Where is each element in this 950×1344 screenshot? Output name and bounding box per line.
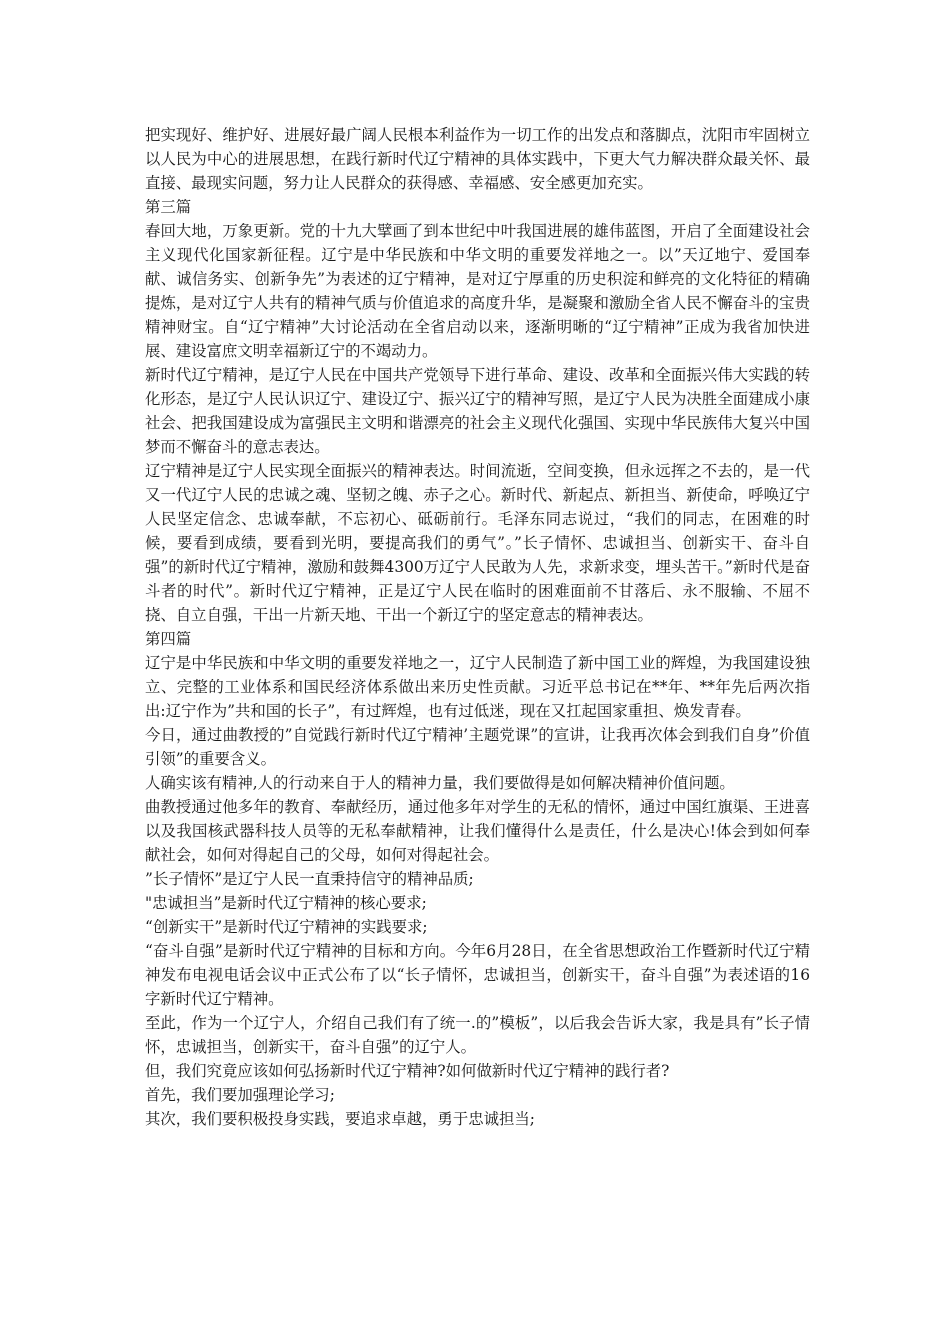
paragraph: 把实现好、维护好、进展好最广阔人民根本利益作为一切工作的出发点和落脚点，沈阳市牢固树立以人民为中心的进展思想，在践行新时代辽宁精神的具体实践中，下更大气力解决群众最关怀、最直接、最现实问题，努力让人民群众的获得感、幸福感、安全感更加充实。	[145, 126, 810, 192]
paragraph: 今日，通过曲教授的”自觉践行新时代辽宁精神’主题党课”的宣讲，让我再次体会到我们自身”价值引领”的重要含义。	[145, 726, 810, 768]
paragraph: "忠诚担当”是新时代辽宁精神的核心要求;	[145, 894, 427, 912]
paragraph: 其次，我们要积极投身实践，要追求卓越，勇于忠诚担当;	[145, 1110, 535, 1128]
paragraph: 但，我们究竟应该如何弘扬新时代辽宁精神?如何做新时代辽宁精神的践行者?	[145, 1062, 670, 1080]
paragraph: “奋斗自强”是新时代辽宁精神的目标和方向。今年6月28日，在全省思想政治工作暨新时代辽宁精神发布电视电话会议中正式公布了以“长子情怀，忠诚担当，创新实干，奋斗自强”为表述语的16字新时代辽宁精神。	[145, 942, 810, 1008]
paragraph: 辽宁是中华民族和中华文明的重要发祥地之一，辽宁人民制造了新中国工业的辉煌，为我国建设独立、完整的工业体系和国民经济体系做出来历史性贡献。习近平总书记在**年、**年先后两次指出:辽宁作为”共和国的长子”，有过辉煌，也有过低迷，现在又扛起国家重担、焕发青春。	[145, 654, 810, 720]
paragraph: “创新实干”是新时代辽宁精神的实践要求;	[145, 918, 428, 936]
paragraph: 曲教授通过他多年的教育、奉献经历，通过他多年对学生的无私的情怀，通过中国红旗渠、王进喜以及我国核武器科技人员等的无私奉献精神，让我们懂得什么是责任，什么是决心!体会到如何奉献社会，如何对得起自己的父母，如何对得起社会。	[145, 798, 810, 864]
section-heading: 第四篇	[145, 630, 192, 648]
paragraph: ”长子情怀”是辽宁人民一直秉持信守的精神品质;	[145, 870, 474, 888]
paragraph: 首先，我们要加强理论学习;	[145, 1086, 335, 1104]
document-body	[145, 123, 810, 1131]
paragraph: 辽宁精神是辽宁人民实现全面振兴的精神表达。时间流逝，空间变换，但永远挥之不去的，是一代又一代辽宁人民的忠诚之魂、坚韧之魄、赤子之心。新时代、新起点、新担当、新使命，呼唤辽宁人民坚定信念、忠诚奉献，不忘初心、砥砺前行。毛泽东同志说过，“我们的同志，在困难的时候，要看到成绩，要看到光明，要提高我们的勇气”。”长子情怀、忠诚担当、创新实干、奋斗自强”的新时代辽宁精神，激励和鼓舞4300万辽宁人民敢为人先，求新求变，埋头苦干。”新时代是奋斗者的时代”。新时代辽宁精神，正是辽宁人民在临时的困难面前不甘落后、永不服输、不屈不挠、自立自强，干出一片新天地、干出一个新辽宁的坚定意志的精神表达。	[145, 462, 810, 624]
section-heading: 第三篇	[145, 198, 192, 216]
paragraph: 至此，作为一个辽宁人，介绍自己我们有了统一.的”模板”，以后我会告诉大家，我是具有”长子情怀，忠诚担当，创新实干，奋斗自强”的辽宁人。	[145, 1014, 810, 1056]
paragraph: 春回大地，万象更新。党的十九大擘画了到本世纪中叶我国进展的雄伟蓝图，开启了全面建设社会主义现代化国家新征程。辽宁是中华民族和中华文明的重要发祥地之一。以”天辽地宁、爱国奉献、诚信务实、创新争先”为表述的辽宁精神，是对辽宁厚重的历史积淀和鲜亮的文化特征的精确提炼，是对辽宁人共有的精神气质与价值追求的高度升华，是凝聚和激励全省人民不懈奋斗的宝贵精神财宝。自“辽宁精神”大讨论活动在全省启动以来，逐渐明晰的“辽宁精神”正成为我省加快进展、建设富庶文明幸福新辽宁的不竭动力。	[145, 222, 810, 360]
paragraph: 新时代辽宁精神，是辽宁人民在中国共产党领导下进行革命、建设、改革和全面振兴伟大实践的转化形态，是辽宁人民认识辽宁、建设辽宁、振兴辽宁的精神写照，是辽宁人民为决胜全面建成小康社会、把我国建设成为富强民主文明和谐漂亮的社会主义现代化强国、实现中华民族伟大复兴中国梦而不懈奋斗的意志表达。	[145, 366, 810, 456]
paragraph: 人确实该有精神,人的行动来自于人的精神力量，我们要做得是如何解决精神价值问题。	[145, 774, 735, 792]
